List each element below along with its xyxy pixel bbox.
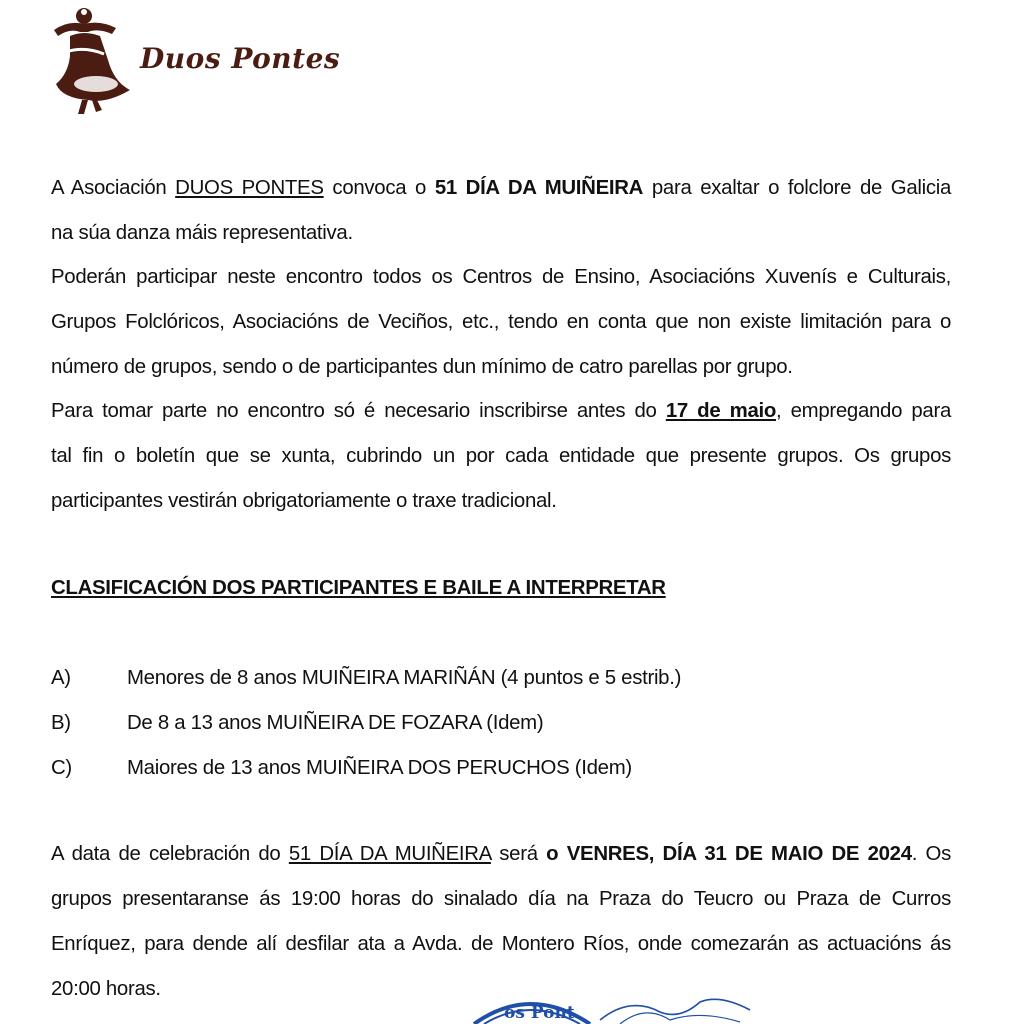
registration-line-2: tal fin o boletín que se xunta, cubrindo un por cada entidade que presente grupos. Os grupos: [51, 445, 951, 467]
intro-line-1: A Asociación DUOS PONTES convoca o 51 DÍA DA MUIÑEIRA para exaltar o folclore de Galicia: [51, 177, 952, 199]
event-date: o VENRES, DÍA 31 DE MAIO DE 2024: [546, 843, 912, 865]
stamp-text: os Pont: [504, 1003, 575, 1023]
association-stamp: [470, 990, 770, 1024]
registration-line-1: Para tomar parte no encontro só é necesario inscribirse antes do 17 de maio, empregando para: [51, 400, 951, 422]
duos-pontes-logo: [48, 0, 348, 118]
category-text: De 8 a 13 anos MUIÑEIRA DE FOZARA (Idem): [127, 712, 544, 734]
intro-line-2: na súa danza máis representativa.: [51, 222, 353, 244]
category-text: Menores de 8 anos MUIÑEIRA MARIÑÁN (4 puntos e 5 estrib.): [127, 667, 682, 689]
org-name: DUOS PONTES: [175, 177, 324, 199]
list-item: [51, 701, 951, 746]
participation-line-1: Poderán participar neste encontro todos os Centros de Ensino, Asociacións Xuvenís e Culturais,: [51, 266, 951, 288]
participation-paragraph: [51, 255, 951, 390]
list-item: [51, 656, 951, 701]
participation-line-3: número de grupos, sendo o de participantes dun mínimo de catro parellas por grupo.: [51, 356, 793, 378]
intro-paragraph: [51, 166, 951, 256]
category-list: [51, 656, 951, 791]
list-item: [51, 746, 951, 791]
date-line-4: 20:00 horas.: [51, 978, 161, 1000]
date-line-1: A data de celebración do 51 DÍA DA MUIÑEIRA será o VENRES, DÍA 31 DE MAIO DE 2024. Os: [51, 843, 951, 865]
registration-paragraph: [51, 389, 951, 524]
deadline-date: 17 de maio: [665, 400, 777, 422]
category-text: Maiores de 13 anos MUIÑEIRA DOS PERUCHOS (Idem): [127, 757, 632, 779]
section-heading: CLASIFICACIÓN DOS PARTICIPANTES E BAILE A INTERPRETAR: [51, 577, 666, 599]
registration-line-3: participantes vestirán obrigatoriamente o traxe tradicional.: [51, 490, 557, 512]
participation-line-2: Grupos Folclóricos, Asociacións de Veciños, etc., tendo en conta que non existe limitación para o: [51, 311, 951, 333]
logo-text: Duos Pontes: [140, 42, 341, 75]
folk-dancer-bell-icon: [48, 0, 138, 118]
category-letter: B): [51, 712, 71, 734]
date-paragraph: [51, 832, 951, 1012]
event-name-link: 51 DÍA DA MUIÑEIRA: [288, 843, 491, 865]
date-line-2: grupos presentaranse ás 19:00 horas do sinalado día na Praza do Teucro ou Praza de Curros: [51, 888, 951, 910]
category-letter: C): [51, 757, 72, 779]
signature-icon: [600, 999, 750, 1020]
date-line-3: Enríquez, para dende alí desfilar ata a Avda. de Montero Ríos, onde comezarán as actuacións ás: [51, 933, 951, 955]
category-letter: A): [51, 667, 71, 689]
event-name: 51 DÍA DA MUIÑEIRA: [434, 177, 644, 199]
